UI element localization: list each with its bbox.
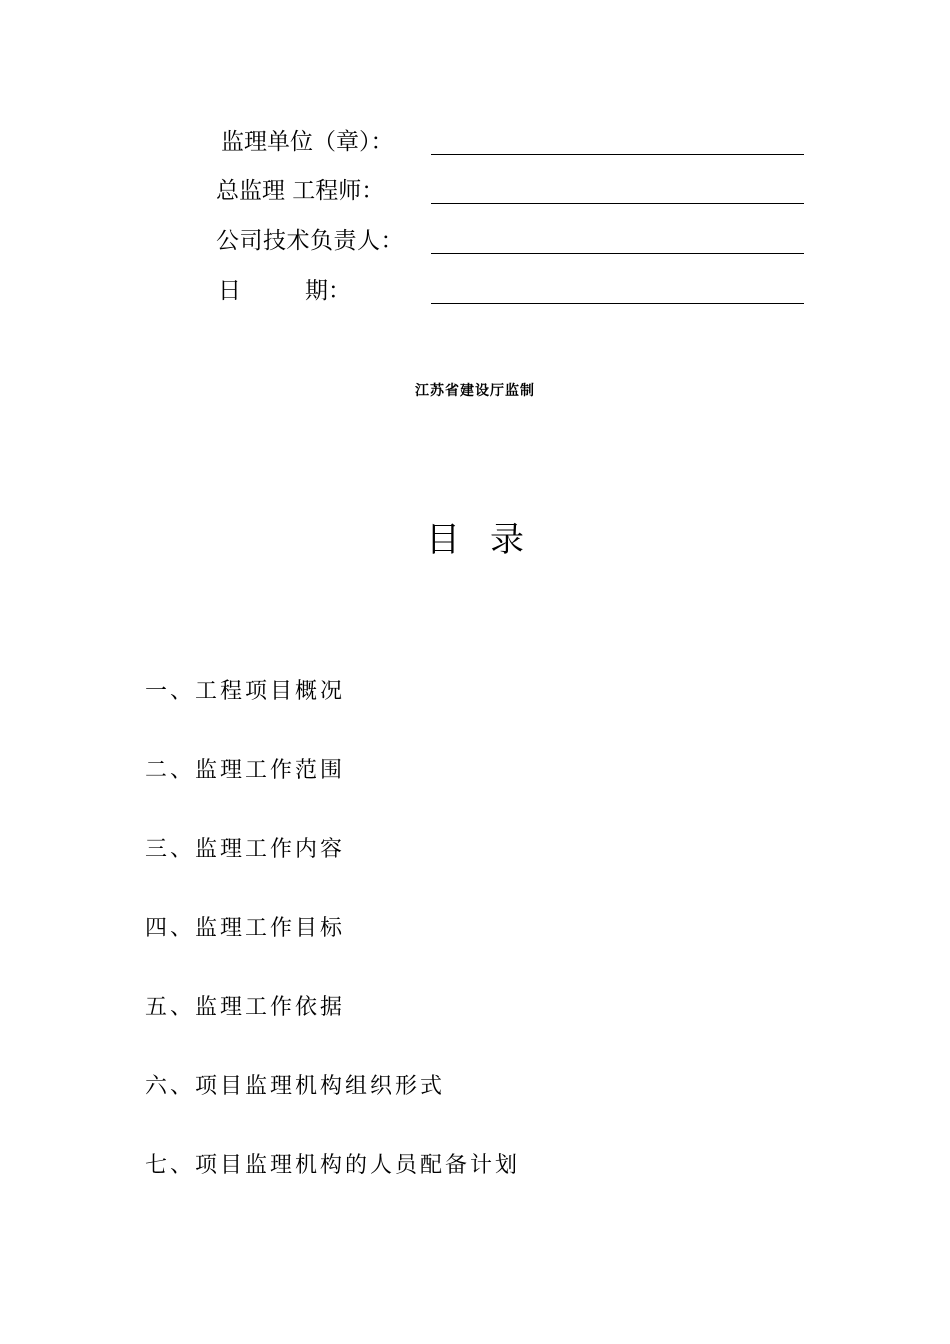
- toc-item-6: 六、项目监理机构组织形式: [145, 1074, 446, 1099]
- signature-row-tech: [0, 219, 950, 259]
- date-line: [431, 303, 804, 304]
- toc-item-1: 一、工程项目概况: [145, 679, 346, 704]
- date-label-second: 期：: [305, 278, 351, 304]
- unit-seal-label: 监理单位（章）：: [221, 129, 394, 155]
- tech-director-label: 公司技术负责人：: [216, 228, 404, 254]
- chief-engineer-label: 总监理 工程师：: [216, 178, 385, 204]
- tech-director-line: [431, 253, 804, 254]
- supervisor-authority: 江苏省建设厅监制: [415, 383, 535, 399]
- toc-item-7: 七、项目监理机构的人员配备计划: [145, 1153, 521, 1178]
- toc-item-5: 五、监理工作依据: [145, 995, 346, 1020]
- toc-title: 目录: [426, 520, 554, 560]
- signature-row-unit: [0, 120, 950, 160]
- toc-item-4: 四、监理工作目标: [145, 916, 346, 941]
- date-label-first: 日: [218, 278, 241, 304]
- signature-row-chief: [0, 169, 950, 209]
- toc-item-2: 二、监理工作范围: [145, 758, 346, 783]
- toc-item-3: 三、监理工作内容: [145, 837, 346, 862]
- signature-row-date: [0, 269, 950, 309]
- chief-engineer-line: [431, 203, 804, 204]
- unit-seal-line: [431, 154, 804, 155]
